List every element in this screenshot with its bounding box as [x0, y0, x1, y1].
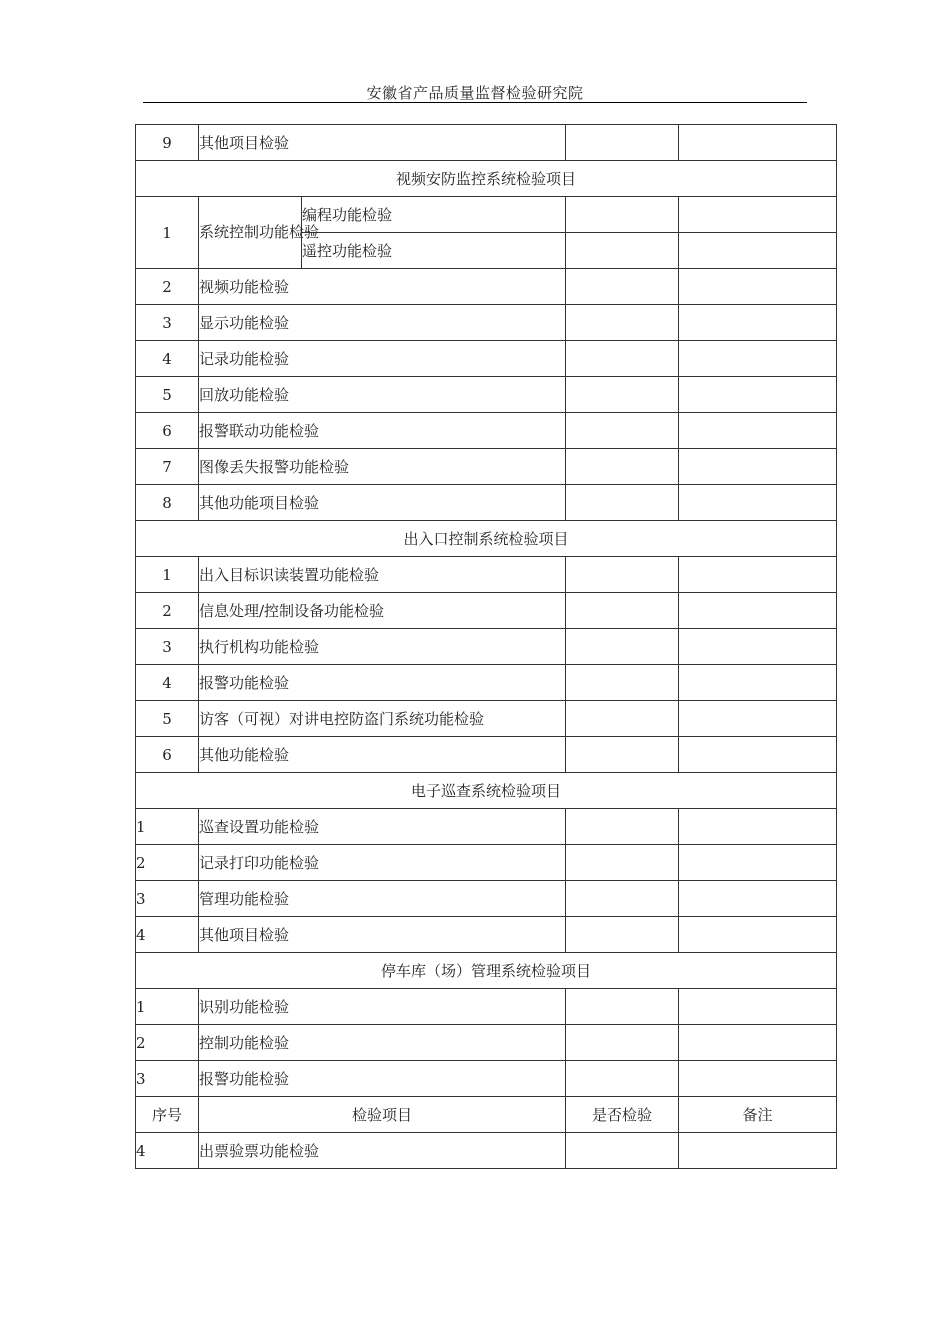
- remark-cell[interactable]: [679, 1061, 837, 1097]
- inspected-cell[interactable]: [566, 701, 679, 737]
- row-number: 3: [136, 1061, 199, 1097]
- row-number: 4: [136, 1133, 199, 1169]
- remark-cell[interactable]: [679, 413, 837, 449]
- inspected-cell[interactable]: [566, 449, 679, 485]
- table-row: [136, 557, 837, 593]
- row-number: 1: [136, 197, 199, 269]
- remark-cell[interactable]: [679, 557, 837, 593]
- table-row: [136, 737, 837, 773]
- inspected-cell[interactable]: [566, 305, 679, 341]
- item-name: 管理功能检验: [199, 881, 566, 917]
- row-number: 2: [136, 269, 199, 305]
- table-row: [136, 1133, 837, 1169]
- inspected-cell[interactable]: [566, 413, 679, 449]
- remark-cell[interactable]: [679, 269, 837, 305]
- remark-cell[interactable]: [679, 341, 837, 377]
- row-number: 6: [136, 413, 199, 449]
- remark-cell[interactable]: [679, 917, 837, 953]
- table-row: [136, 593, 837, 629]
- sub-item-name: 遥控功能检验: [302, 233, 566, 269]
- item-name: 控制功能检验: [199, 1025, 566, 1061]
- item-name: 其他项目检验: [199, 917, 566, 953]
- inspected-cell[interactable]: [566, 737, 679, 773]
- inspected-cell[interactable]: [566, 125, 679, 161]
- column-header-row: [136, 1097, 837, 1133]
- item-name: 报警联动功能检验: [199, 413, 566, 449]
- table-row: [136, 629, 837, 665]
- row-number: 2: [136, 845, 199, 881]
- section-header-row: [136, 161, 837, 197]
- remark-cell[interactable]: [679, 1025, 837, 1061]
- item-name: 记录功能检验: [199, 341, 566, 377]
- remark-cell[interactable]: [679, 125, 837, 161]
- remark-cell[interactable]: [679, 377, 837, 413]
- row-number: 3: [136, 305, 199, 341]
- table-row: [136, 197, 837, 233]
- item-name: 图像丢失报警功能检验: [199, 449, 566, 485]
- item-name: 巡查设置功能检验: [199, 809, 566, 845]
- row-number: 3: [136, 881, 199, 917]
- row-number: 4: [136, 917, 199, 953]
- inspected-cell[interactable]: [566, 809, 679, 845]
- inspected-cell[interactable]: [566, 341, 679, 377]
- table-row: [136, 665, 837, 701]
- row-number: 4: [136, 665, 199, 701]
- item-name: 其他项目检验: [199, 125, 566, 161]
- column-header-remark: 备注: [679, 1097, 837, 1133]
- inspected-cell[interactable]: [566, 989, 679, 1025]
- table-row: [136, 413, 837, 449]
- inspected-cell[interactable]: [566, 269, 679, 305]
- inspected-cell[interactable]: [566, 1133, 679, 1169]
- table-row: [136, 125, 837, 161]
- table-row: [136, 809, 837, 845]
- inspected-cell[interactable]: [566, 593, 679, 629]
- header-rule: [143, 102, 807, 103]
- section-header-row: [136, 953, 837, 989]
- remark-cell[interactable]: [679, 845, 837, 881]
- inspected-cell[interactable]: [566, 377, 679, 413]
- table-row: [136, 917, 837, 953]
- table-row: [136, 341, 837, 377]
- section-header-row: [136, 773, 837, 809]
- item-name: 识别功能检验: [199, 989, 566, 1025]
- row-number: 2: [136, 1025, 199, 1061]
- inspected-cell[interactable]: [566, 1061, 679, 1097]
- remark-cell[interactable]: [679, 485, 837, 521]
- inspected-cell[interactable]: [566, 197, 679, 233]
- column-header-no: 序号: [136, 1097, 199, 1133]
- table-row: [136, 701, 837, 737]
- item-name: 执行机构功能检验: [199, 629, 566, 665]
- row-number: 3: [136, 629, 199, 665]
- row-number: 5: [136, 377, 199, 413]
- remark-cell[interactable]: [679, 629, 837, 665]
- remark-cell[interactable]: [679, 233, 837, 269]
- row-number: 8: [136, 485, 199, 521]
- table-row: [136, 845, 837, 881]
- item-name: 报警功能检验: [199, 1061, 566, 1097]
- inspected-cell[interactable]: [566, 881, 679, 917]
- inspected-cell[interactable]: [566, 917, 679, 953]
- row-number: 4: [136, 341, 199, 377]
- table-row: [136, 485, 837, 521]
- inspected-cell[interactable]: [566, 485, 679, 521]
- sub-item-name: 编程功能检验: [302, 197, 566, 233]
- item-name: 回放功能检验: [199, 377, 566, 413]
- table-row: [136, 881, 837, 917]
- inspected-cell[interactable]: [566, 557, 679, 593]
- inspection-items-table: [135, 124, 837, 1169]
- table-row: [136, 449, 837, 485]
- item-name: 出入目标识读装置功能检验: [199, 557, 566, 593]
- item-name: 报警功能检验: [199, 665, 566, 701]
- section-header-row: [136, 521, 837, 557]
- column-header-inspected: 是否检验: [566, 1097, 679, 1133]
- section-title-access-control: 出入口控制系统检验项目: [136, 521, 837, 557]
- inspected-cell[interactable]: [566, 665, 679, 701]
- row-number: 1: [136, 989, 199, 1025]
- item-name: 记录打印功能检验: [199, 845, 566, 881]
- remark-cell[interactable]: [679, 665, 837, 701]
- row-number: 6: [136, 737, 199, 773]
- remark-cell[interactable]: [679, 737, 837, 773]
- remark-cell[interactable]: [679, 305, 837, 341]
- row-number: 1: [136, 809, 199, 845]
- remark-cell[interactable]: [679, 1133, 837, 1169]
- remark-cell[interactable]: [679, 881, 837, 917]
- remark-cell[interactable]: [679, 809, 837, 845]
- remark-cell[interactable]: [679, 197, 837, 233]
- table-row: [136, 305, 837, 341]
- header-institute-name: 安徽省产品质量监督检验研究院: [366, 84, 584, 102]
- inspected-cell[interactable]: [566, 845, 679, 881]
- table-row: [136, 269, 837, 305]
- item-name: 出票验票功能检验: [199, 1133, 566, 1169]
- item-name: 其他功能检验: [199, 737, 566, 773]
- column-header-item: 检验项目: [199, 1097, 566, 1133]
- row-number: 9: [136, 125, 199, 161]
- item-name: 访客（可视）对讲电控防盗门系统功能检验: [199, 701, 566, 737]
- remark-cell[interactable]: [679, 593, 837, 629]
- group-label: 系统控制功能检验: [199, 197, 302, 269]
- table-row: [136, 989, 837, 1025]
- row-number: 5: [136, 701, 199, 737]
- table-row: [136, 1061, 837, 1097]
- inspected-cell[interactable]: [566, 629, 679, 665]
- item-name: 显示功能检验: [199, 305, 566, 341]
- table-row: [136, 1025, 837, 1061]
- row-number: 1: [136, 557, 199, 593]
- row-number: 2: [136, 593, 199, 629]
- inspected-cell[interactable]: [566, 1025, 679, 1061]
- table-row: [136, 377, 837, 413]
- item-name: 其他功能项目检验: [199, 485, 566, 521]
- remark-cell[interactable]: [679, 989, 837, 1025]
- item-name: 视频功能检验: [199, 269, 566, 305]
- section-title-parking: 停车库（场）管理系统检验项目: [136, 953, 837, 989]
- row-number: 7: [136, 449, 199, 485]
- remark-cell[interactable]: [679, 701, 837, 737]
- inspected-cell[interactable]: [566, 233, 679, 269]
- remark-cell[interactable]: [679, 449, 837, 485]
- section-title-video: 视频安防监控系统检验项目: [136, 161, 837, 197]
- item-name: 信息处理/控制设备功能检验: [199, 593, 566, 629]
- section-title-patrol: 电子巡查系统检验项目: [136, 773, 837, 809]
